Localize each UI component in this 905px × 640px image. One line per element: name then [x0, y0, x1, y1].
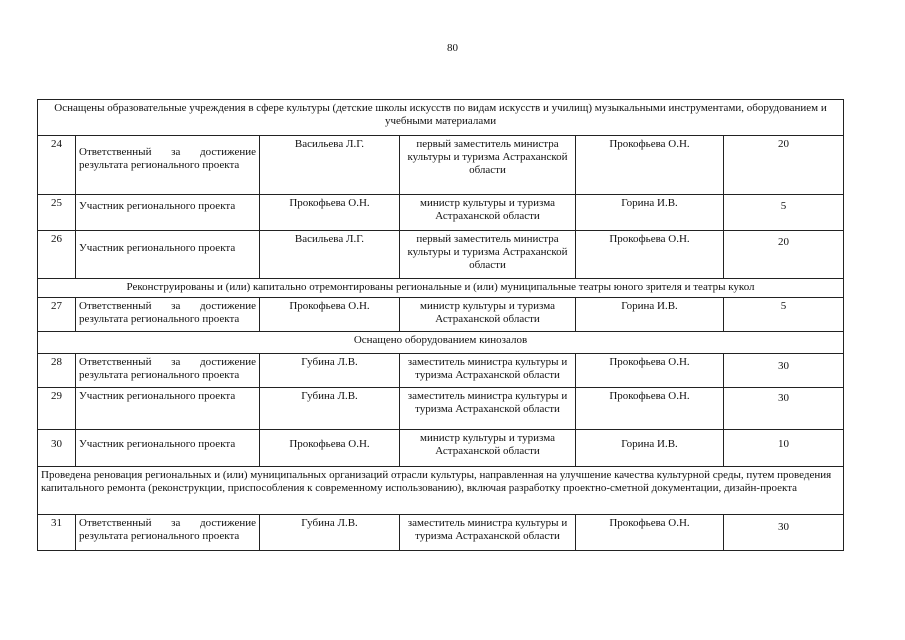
name-cell: Губина Л.В.	[260, 515, 400, 551]
row-number: 29	[38, 388, 76, 430]
section-row	[38, 279, 844, 298]
role-cell: Ответственный за достижение результата регионального проекта	[76, 515, 260, 551]
section-title: Реконструированы и (или) капитально отремонтированы региональные и (или) муниципальные театры юного зрителя и театры кукол	[38, 279, 844, 298]
row-number: 24	[38, 136, 76, 195]
table-row	[38, 354, 844, 388]
value-cell: 30	[724, 515, 844, 551]
role-cell: Ответственный за достижение результата регионального проекта	[76, 298, 260, 332]
name-cell: Васильева Л.Г.	[260, 136, 400, 195]
position-cell: заместитель министра культуры и туризма Астраханской области	[400, 515, 576, 551]
table-row	[38, 136, 844, 195]
value-cell: 10	[724, 430, 844, 467]
table-row	[38, 231, 844, 279]
supervisor-cell: Прокофьева О.Н.	[576, 136, 724, 195]
role-cell: Ответственный за достижение результата регионального проекта	[76, 136, 260, 195]
position-cell: первый заместитель министра культуры и туризма Астраханской области	[400, 231, 576, 279]
section-row	[38, 332, 844, 354]
name-cell: Васильева Л.Г.	[260, 231, 400, 279]
role-cell: Участник регионального проекта	[76, 195, 260, 231]
position-cell: заместитель министра культуры и туризма Астраханской области	[400, 388, 576, 430]
supervisor-cell: Горина И.В.	[576, 430, 724, 467]
page-number: 80	[447, 42, 458, 54]
supervisor-cell: Прокофьева О.Н.	[576, 388, 724, 430]
supervisor-cell: Горина И.В.	[576, 195, 724, 231]
position-cell: министр культуры и туризма Астраханской области	[400, 195, 576, 231]
row-number: 31	[38, 515, 76, 551]
value-cell: 20	[724, 231, 844, 279]
value-cell: 5	[724, 298, 844, 332]
supervisor-cell: Прокофьева О.Н.	[576, 231, 724, 279]
name-cell: Прокофьева О.Н.	[260, 430, 400, 467]
table-row	[38, 388, 844, 430]
row-number: 27	[38, 298, 76, 332]
role-cell: Ответственный за достижение результата регионального проекта	[76, 354, 260, 388]
position-cell: первый заместитель министра культуры и туризма Астраханской области	[400, 136, 576, 195]
section-title: Оснащены образовательные учреждения в сфере культуры (детские школы искусств по видам искусств и училищ) музыкальными инструментами, оборудованием и учебными материалами	[38, 100, 844, 136]
row-number: 26	[38, 231, 76, 279]
table-row	[38, 430, 844, 467]
value-cell: 30	[724, 388, 844, 430]
row-number: 25	[38, 195, 76, 231]
row-number: 28	[38, 354, 76, 388]
name-cell: Губина Л.В.	[260, 354, 400, 388]
value-cell: 20	[724, 136, 844, 195]
table-row	[38, 298, 844, 332]
supervisor-cell: Прокофьева О.Н.	[576, 354, 724, 388]
table-row	[38, 515, 844, 551]
supervisor-cell: Прокофьева О.Н.	[576, 515, 724, 551]
section-row	[38, 467, 844, 515]
position-cell: заместитель министра культуры и туризма Астраханской области	[400, 354, 576, 388]
section-title: Оснащено оборудованием кинозалов	[38, 332, 844, 354]
section-title: Проведена реновация региональных и (или) муниципальных организаций отрасли культуры, направленная на улучшение качества культурной среды, путем проведения капитального ремонта (реконструкции, приспособления к современному использованию), включая разработку проектно-сметной документации, дизайн-проекта	[38, 467, 844, 515]
role-cell: Участник регионального проекта	[76, 430, 260, 467]
row-number: 30	[38, 430, 76, 467]
name-cell: Прокофьева О.Н.	[260, 298, 400, 332]
role-cell: Участник регионального проекта	[76, 231, 260, 279]
supervisor-cell: Горина И.В.	[576, 298, 724, 332]
name-cell: Губина Л.В.	[260, 388, 400, 430]
value-cell: 5	[724, 195, 844, 231]
table-row	[38, 195, 844, 231]
responsibility-table	[37, 99, 844, 551]
section-row	[38, 100, 844, 136]
role-cell: Участник регионального проекта	[76, 388, 260, 430]
position-cell: министр культуры и туризма Астраханской области	[400, 430, 576, 467]
position-cell: министр культуры и туризма Астраханской области	[400, 298, 576, 332]
name-cell: Прокофьева О.Н.	[260, 195, 400, 231]
value-cell: 30	[724, 354, 844, 388]
